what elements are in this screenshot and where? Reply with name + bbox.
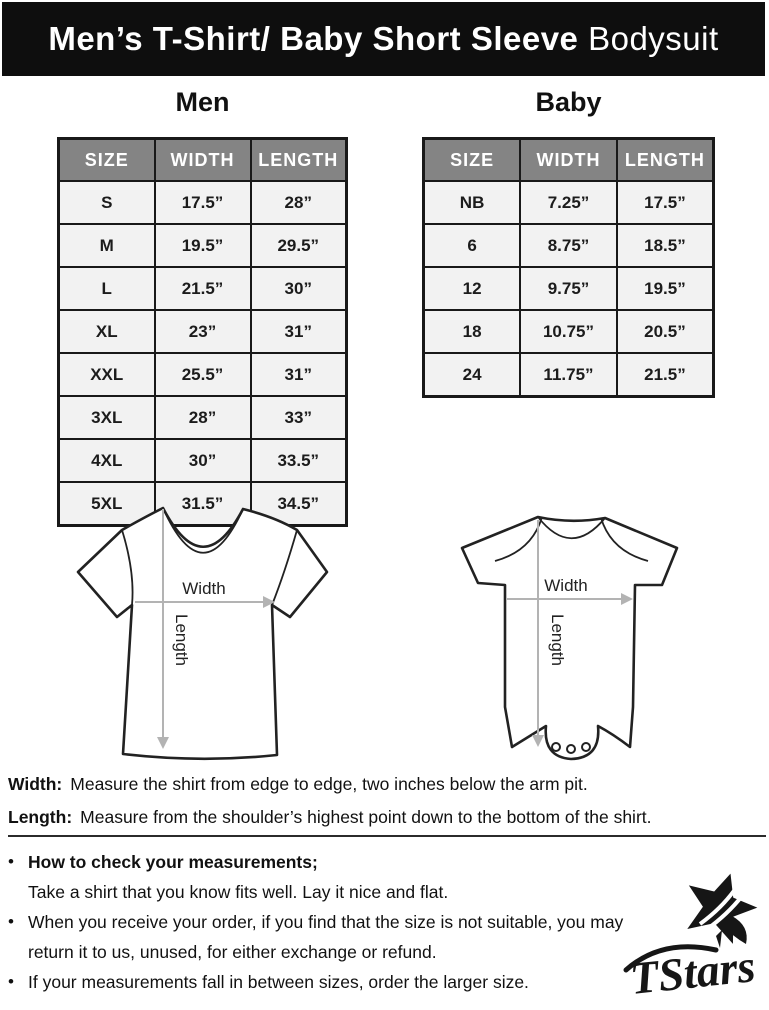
men-table-title: Men [175, 87, 230, 117]
bodysuit-length-label: Length [548, 614, 567, 666]
note-item [8, 967, 640, 997]
note-text [28, 907, 640, 967]
table-cell: 29.5” [251, 224, 347, 267]
table-cell: 3XL [59, 396, 155, 439]
tshirt-width-label: Width [182, 579, 226, 598]
table-cell: 5XL [59, 482, 155, 526]
table-cell: 19.5” [617, 267, 714, 310]
table-cell: 10.75” [520, 310, 617, 353]
table-cell: 17.5” [617, 181, 714, 224]
notes-list [8, 847, 640, 997]
table-cell: 24 [424, 353, 521, 397]
tshirt-length-label: Length [172, 614, 191, 666]
column-header: WIDTH [520, 139, 617, 182]
bodysuit-length-arrowhead-icon [532, 735, 544, 747]
column-header: LENGTH [617, 139, 714, 182]
table-cell: S [59, 181, 155, 224]
measurement-definitions [8, 768, 768, 834]
tshirt-diagram [75, 497, 395, 767]
table-cell: M [59, 224, 155, 267]
snap-button-icon [582, 743, 590, 751]
baby-size-table [422, 137, 715, 398]
table-cell: 6 [424, 224, 521, 267]
snap-button-icon [552, 743, 560, 751]
logo-text: TStars [627, 940, 758, 1004]
header-bar [2, 2, 765, 76]
bullet-icon: • [8, 912, 14, 931]
column-header: WIDTH [155, 139, 251, 182]
bullet-icon: • [8, 972, 14, 991]
note-text [28, 847, 640, 907]
table-cell: 7.25” [520, 181, 617, 224]
table-cell: 17.5” [155, 181, 251, 224]
table-cell: 33” [251, 396, 347, 439]
snap-button-icon [567, 745, 575, 753]
column-header: LENGTH [251, 139, 347, 182]
table-cell: 8.75” [520, 224, 617, 267]
table-cell: 12 [424, 267, 521, 310]
page-title-secondary: Bodysuit [578, 20, 719, 57]
table-row [424, 224, 714, 267]
table-cell: 30” [251, 267, 347, 310]
note-item [8, 907, 640, 967]
table-cell: 18.5” [617, 224, 714, 267]
note-text [28, 967, 640, 997]
note-rest: When you receive your order, if you find that the size is not suitable, you may return it to us, unused, for either exchange or refund. [28, 912, 624, 962]
length-definition-text: Measure from the shoulder’s highest point down to the bottom of the shirt. [80, 807, 652, 827]
table-cell: 21.5” [155, 267, 251, 310]
table-row [424, 181, 714, 224]
table-cell: 31.5” [155, 482, 251, 526]
table-cell: 30” [155, 439, 251, 482]
table-cell: XL [59, 310, 155, 353]
width-definition-text: Measure the shirt from edge to edge, two inches below the arm pit. [70, 774, 588, 794]
page-title-main: Men’s T-Shirt/ Baby Short Sleeve [48, 20, 579, 57]
bullet-icon: • [8, 852, 14, 871]
bodysuit-width-label: Width [544, 576, 588, 595]
header-row [424, 139, 714, 182]
table-cell: 23” [155, 310, 251, 353]
table-cell: 34.5” [251, 482, 347, 526]
note-item [8, 847, 640, 907]
tstars-logo [620, 866, 768, 1008]
table-row [59, 181, 347, 224]
note-rest: Take a shirt that you know fits well. Lay it nice and flat. [28, 882, 449, 902]
width-term: Width: [8, 774, 63, 794]
table-cell: 33.5” [251, 439, 347, 482]
width-definition [8, 768, 768, 801]
table-row [59, 267, 347, 310]
bodysuit-outline [462, 517, 677, 759]
table-row [59, 396, 347, 439]
table-row [59, 439, 347, 482]
men-size-table [57, 137, 348, 527]
table-cell: L [59, 267, 155, 310]
bodysuit-diagram [450, 495, 720, 785]
table-row [59, 310, 347, 353]
column-header: SIZE [59, 139, 155, 182]
length-term: Length: [8, 807, 73, 827]
table-cell: 28” [155, 396, 251, 439]
table-cell: 21.5” [617, 353, 714, 397]
table-cell: 19.5” [155, 224, 251, 267]
baby-table-title: Baby [535, 87, 602, 117]
table-cell: 28” [251, 181, 347, 224]
table-cell: 18 [424, 310, 521, 353]
table-row [424, 353, 714, 397]
star-icon [676, 866, 765, 948]
tshirt-outline [78, 508, 327, 759]
table-cell: 11.75” [520, 353, 617, 397]
section-divider [8, 835, 766, 837]
table-cell: 31” [251, 310, 347, 353]
table-cell: 9.75” [520, 267, 617, 310]
table-cell: 25.5” [155, 353, 251, 396]
table-cell: 4XL [59, 439, 155, 482]
length-definition [8, 801, 768, 834]
table-row [59, 353, 347, 396]
table-cell: NB [424, 181, 521, 224]
table-row [59, 224, 347, 267]
header-row [59, 139, 347, 182]
note-rest: If your measurements fall in between sizes, order the larger size. [28, 972, 529, 992]
table-row [424, 310, 714, 353]
table-cell: 20.5” [617, 310, 714, 353]
note-lead: How to check your measurements; [28, 852, 318, 872]
column-header: SIZE [424, 139, 521, 182]
table-cell: 31” [251, 353, 347, 396]
table-row [424, 267, 714, 310]
table-cell: XXL [59, 353, 155, 396]
page-title [48, 20, 718, 58]
